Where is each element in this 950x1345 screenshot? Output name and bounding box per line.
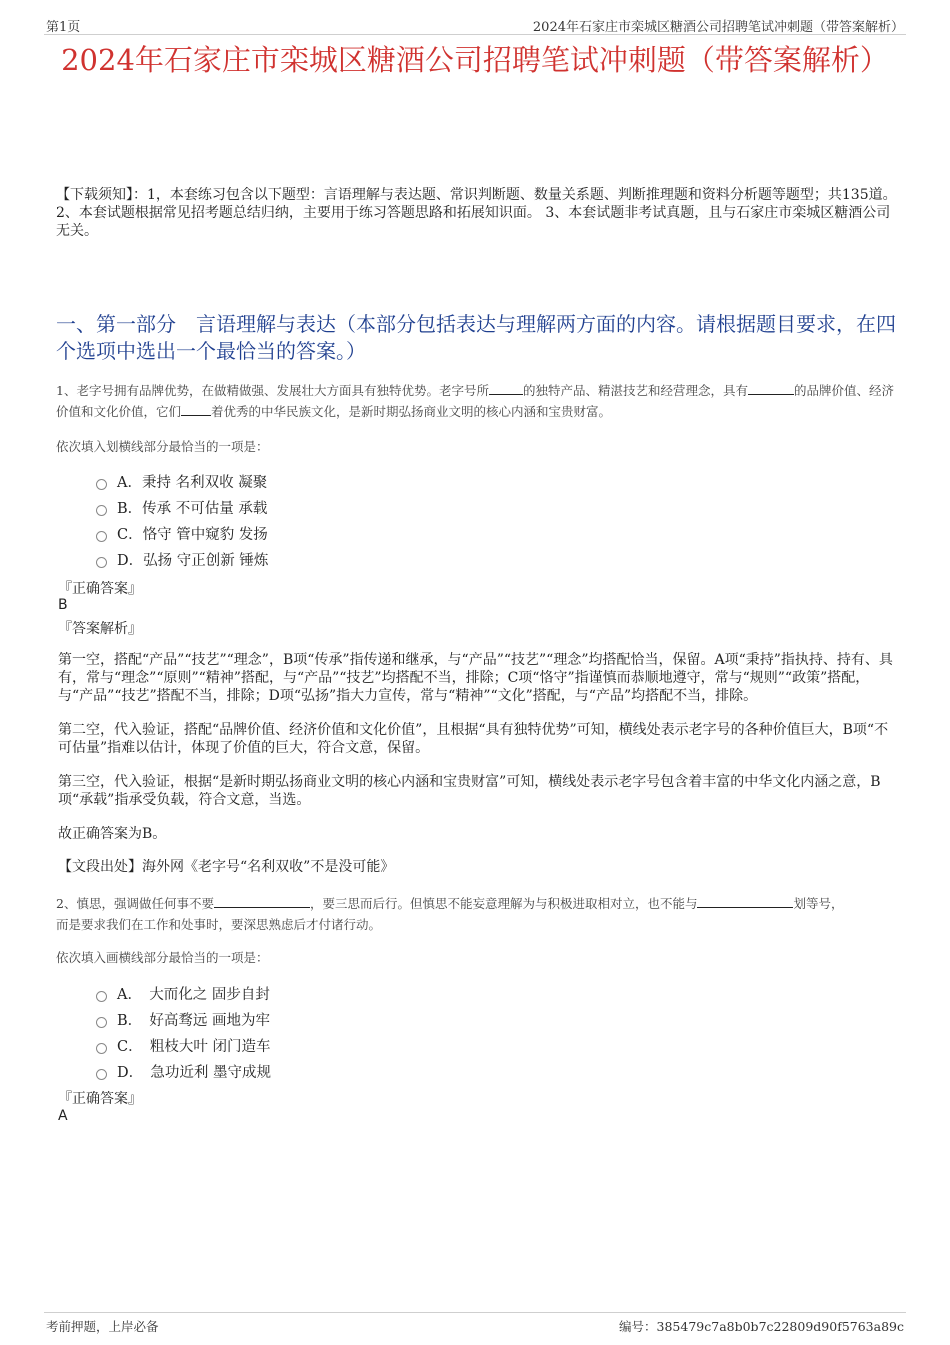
q1-answer-label: 『正确答案』 xyxy=(58,581,142,597)
radio-icon[interactable] xyxy=(96,1017,107,1028)
q2-option-a-label: A． 大而化之 固步自封 xyxy=(117,987,270,1003)
q1-blank-2 xyxy=(748,382,794,395)
q2-option-d[interactable] xyxy=(96,1061,271,1082)
q1-option-c-label: C．恪守 管中窥豹 发扬 xyxy=(117,527,268,543)
q2-blank-1 xyxy=(214,895,310,908)
q1-option-b-label: B．传承 不可估量 承载 xyxy=(117,501,268,517)
q1-stem-part-c: 的品牌价值、经济价值和文化价值，它们 xyxy=(56,383,894,419)
q2-option-b[interactable] xyxy=(96,1009,270,1030)
q1-option-d[interactable] xyxy=(96,549,268,570)
q2-stem-part-a: 2、慎思，强调做任何事不要 xyxy=(56,896,214,911)
q2-stem-part-c: 划等号， xyxy=(793,896,844,911)
radio-icon[interactable] xyxy=(96,557,107,568)
q1-stem-part-b: 的独特产品、精湛技艺和经营理念，具有 xyxy=(522,383,748,398)
question-1-stem xyxy=(56,380,901,422)
q2-prompt: 依次填入画横线部分最恰当的一项是： xyxy=(56,950,269,965)
radio-icon[interactable] xyxy=(96,991,107,1002)
q2-stem-part-d: 而是要求我们在工作和处事时，要深思熟虑后才付诸行动。 xyxy=(56,917,382,932)
q2-answer-label: 『正确答案』 xyxy=(58,1091,142,1107)
q1-stem-part-d: 着优秀的中华民族文化，是新时期弘扬商业文明的核心内涵和宝贵财富。 xyxy=(211,404,612,419)
q2-option-c[interactable] xyxy=(96,1035,270,1056)
q1-option-b[interactable] xyxy=(96,497,267,518)
radio-icon[interactable] xyxy=(96,1069,107,1080)
q1-analysis-paragraph-2: 第二空，代入验证，搭配“品牌价值、经济价值和文化价值”，且根据“具有独特优势”可知，横线处表示老字号的各种价值巨大，B项“不可估量”指难以估计，体现了价值的巨大，符合文意，保留。 xyxy=(58,722,889,756)
q2-option-b-label: B． 好高骛远 画地为牢 xyxy=(117,1013,271,1029)
q1-answer: B xyxy=(58,597,68,613)
page-footer xyxy=(44,1312,906,1334)
page-number: 第1页 xyxy=(46,20,81,35)
question-2-stem xyxy=(56,893,901,935)
footer-doc-id: 编号：385479c7a8b0b7c22809d90f5763a89c xyxy=(619,1319,904,1334)
q1-prompt: 依次填入划横线部分最恰当的一项是： xyxy=(56,439,269,454)
radio-icon[interactable] xyxy=(96,531,107,542)
footer-slogan: 考前押题，上岸必备 xyxy=(46,1319,159,1334)
page-header xyxy=(44,14,906,35)
document-title: 2024年石家庄市栾城区糖酒公司招聘笔试冲刺题（带答案解析） xyxy=(61,43,889,77)
q1-analysis-paragraph-3: 第三空，代入验证，根据“是新时期弘扬商业文明的核心内涵和宝贵财富”可知，横线处表示老字号包含着丰富的中华文化内涵之意，B项“承载”指承受负载，符合文意，当选。 xyxy=(58,774,881,808)
q2-option-a[interactable] xyxy=(96,983,270,1004)
q1-analysis-paragraph-1: 第一空，搭配“产品”“技艺”“理念”，B项“传承”指传递和继承，与“产品”“技艺”“理念”均搭配恰当，保留。A项“秉持”指执持、持有、具有，常与“理念”“原则”“精神”搭配，与“产品”“技艺”均搭配不当，排除；C项“恪守”指谨慎而恭顺地遵守，常与“规则”“政策”搭配，与“产品”“技艺”搭配不当，排除；D项“弘扬”指大力宣传，常与“精神”“文化”搭配，与“产品”均搭配不当，排除。 xyxy=(58,652,893,704)
q1-option-a-label: A．秉持 名利双收 凝聚 xyxy=(117,475,268,491)
section-heading: 一、第一部分 言语理解与表达（本部分包括表达与理解两方面的内容。请根据题目要求，在四个选项中选出一个最恰当的答案。） xyxy=(56,312,896,363)
header-doc-title: 2024年石家庄市栾城区糖酒公司招聘笔试冲刺题（带答案解析） xyxy=(532,20,904,35)
q1-analysis-conclusion: 故正确答案为B。 xyxy=(58,826,167,842)
download-notice: 【下载须知】：1，本套练习包含以下题型：言语理解与表达题、常识判断题、数量关系题、判断推理题和资料分析题等题型；共135道。 2、本套试题根据常见招考题总结归纳，主要用于练习答题思路和拓展知识面。 3、本套试题非考试真题，且与石家庄市栾城区糖酒公司无关。 xyxy=(56,187,897,239)
radio-icon[interactable] xyxy=(96,1043,107,1054)
radio-icon[interactable] xyxy=(96,479,107,490)
q2-blank-2 xyxy=(697,895,793,908)
q2-stem-part-b: ，要三思而后行。但慎思不能妄意理解为与积极进取相对立，也不能与 xyxy=(309,896,698,911)
q2-option-c-label: C． 粗枝大叶 闭门造车 xyxy=(117,1039,271,1055)
q1-option-d-label: D．弘扬 守正创新 锤炼 xyxy=(117,553,269,569)
q1-option-a[interactable] xyxy=(96,471,267,492)
radio-icon[interactable] xyxy=(96,505,107,516)
q1-option-c[interactable] xyxy=(96,523,268,544)
q2-option-d-label: D． 急功近利 墨守成规 xyxy=(117,1065,271,1081)
q1-analysis-label: 『答案解析』 xyxy=(58,621,142,637)
q1-stem-part-a: 1、老字号拥有品牌优势，在做精做强、发展壮大方面具有独特优势。老字号所 xyxy=(56,383,489,398)
q2-answer: A xyxy=(58,1108,68,1124)
q1-source: 【文段出处】海外网《老字号“名利双收”不是没可能》 xyxy=(58,859,395,875)
q1-blank-3 xyxy=(181,403,211,416)
q1-blank-1 xyxy=(489,382,523,395)
